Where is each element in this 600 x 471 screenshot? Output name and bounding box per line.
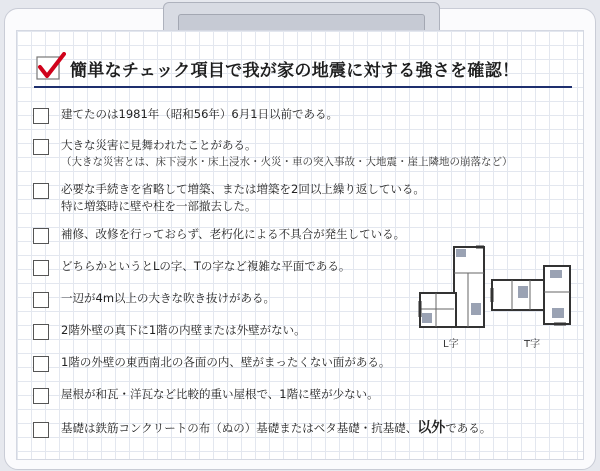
t-shape-label: T字	[524, 339, 541, 350]
item-main-text: 大きな災害に見舞われたことがある。	[61, 138, 257, 152]
page-title-bar	[34, 48, 572, 88]
checkbox[interactable]	[33, 422, 49, 438]
l-shape-label: L字	[443, 339, 459, 350]
item-text: 屋根が和瓦・洋瓦など比較的重い屋根で、1階に壁が少ない。	[61, 387, 379, 401]
page-title: 簡単なチェック項目で我が家の地震に対する強さを確認！	[70, 61, 520, 81]
checkbox[interactable]	[33, 183, 49, 199]
item-text-c: である。	[445, 421, 492, 435]
item-text: どちらかというとLの字、Tの字など複雑な平面である。	[61, 259, 351, 273]
checkbox[interactable]	[33, 260, 49, 276]
item-text	[61, 420, 491, 437]
item-text-emphasis: 以外	[417, 420, 446, 436]
item-text: 補修、改修を行っておらず、老朽化による不具合が発生している。	[61, 227, 406, 241]
item-sub-text: 特に増築時に壁や柱を一部撤去した。	[61, 199, 257, 213]
item-main-text: 必要な手続きを省略して増築、または増築を2回以上繰り返している。	[61, 182, 425, 196]
checkbox[interactable]	[33, 292, 49, 308]
item-text: 一辺が4m以上の大きな吹き抜けがある。	[61, 291, 276, 305]
red-check-icon	[36, 52, 66, 82]
item-text: 1階の外壁の東西南北の各面の内、壁がまったくない面がある。	[61, 355, 391, 369]
item-text-a: 基礎は鉄筋コンクリートの布（ぬの）基礎またはベタ基礎・抗基礎、	[61, 421, 418, 435]
item-sub-text: （大きな災害とは、床下浸水・床上浸水・火災・車の突入事故・大地震・崖上隣地の崩落など）	[61, 156, 513, 168]
item-text	[61, 181, 425, 215]
checkbox[interactable]	[33, 228, 49, 244]
checkbox[interactable]	[33, 356, 49, 372]
checkbox[interactable]	[33, 108, 49, 124]
item-text: 2階外壁の真下に1階の内壁または外壁がない。	[61, 323, 306, 337]
l-shape-floorplan	[416, 243, 486, 331]
checkbox[interactable]	[33, 139, 49, 155]
item-text: 建てたのは1981年（昭和56年）6月1日以前である。	[61, 107, 339, 121]
checkbox[interactable]	[33, 324, 49, 340]
checkbox[interactable]	[33, 388, 49, 404]
item-text	[61, 137, 513, 171]
t-shape-floorplan	[488, 262, 574, 328]
